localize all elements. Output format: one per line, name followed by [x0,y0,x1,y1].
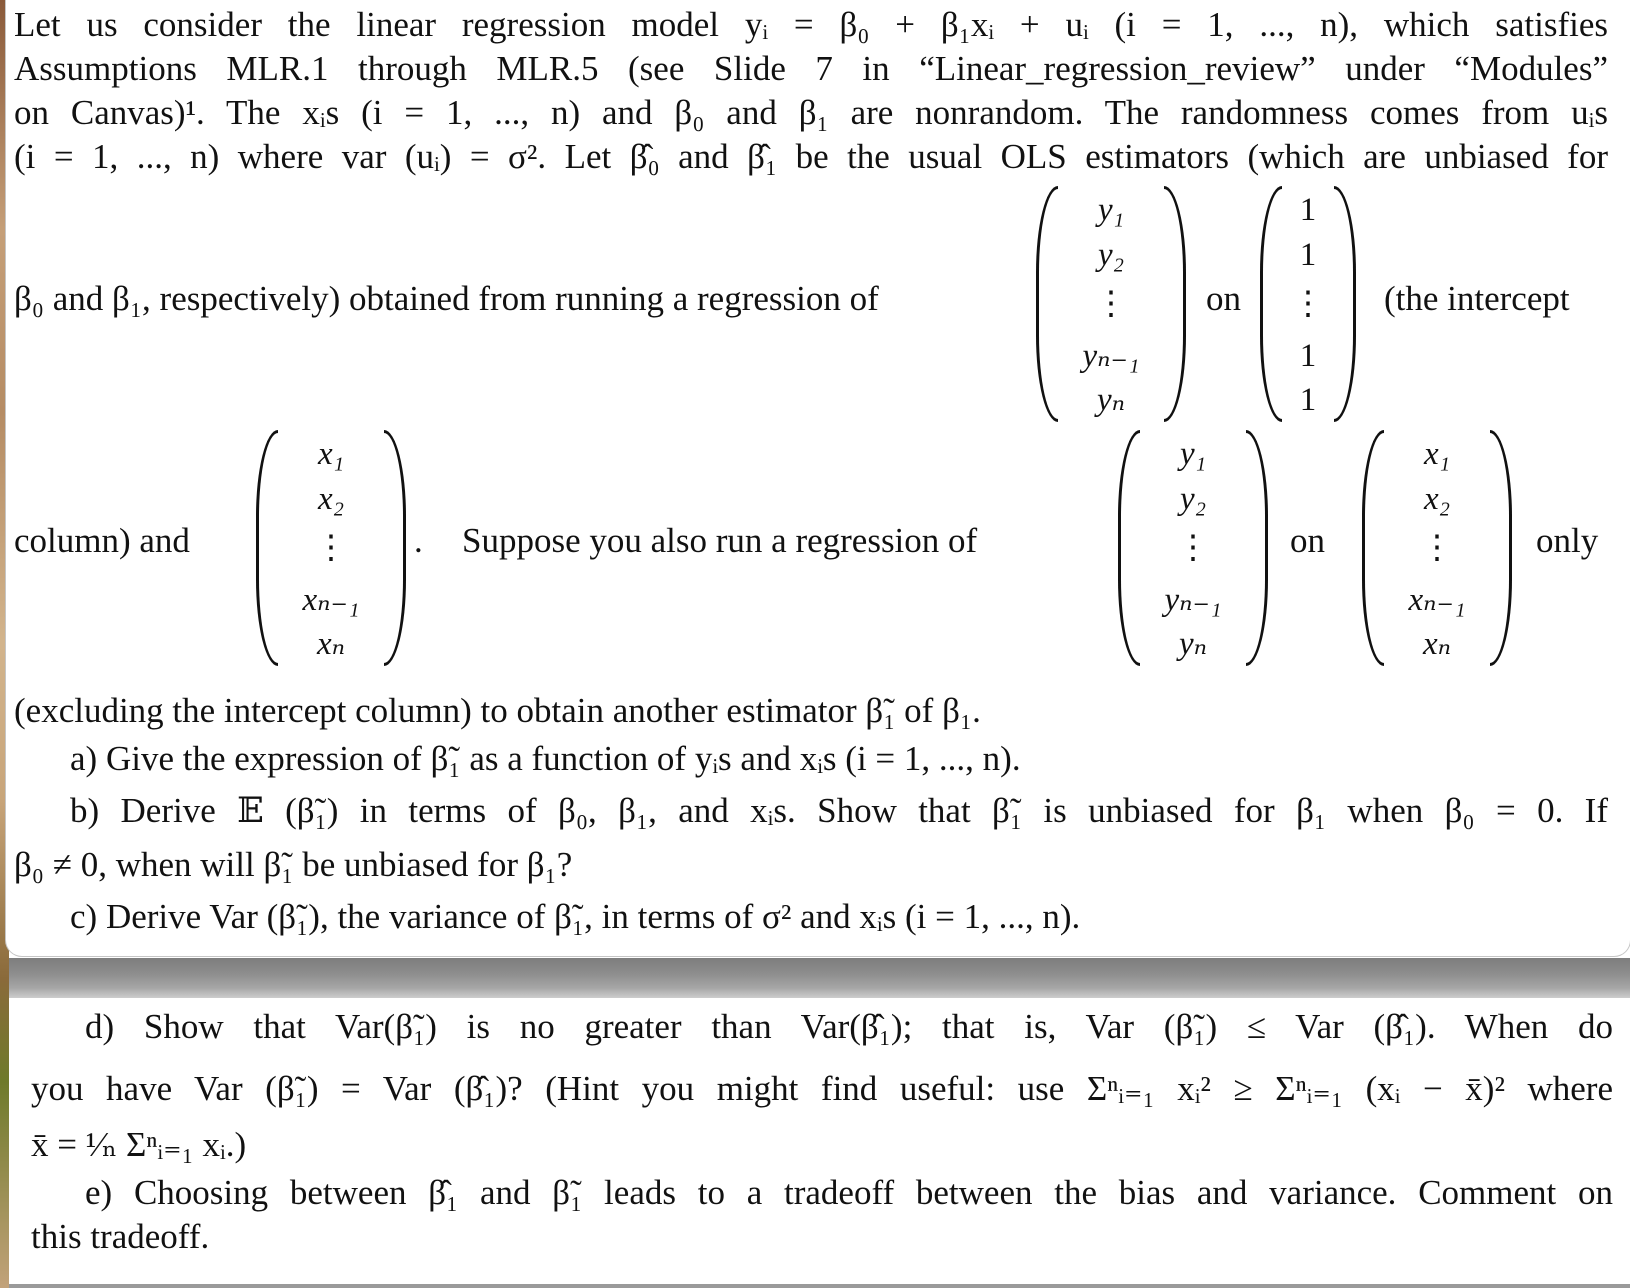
intro-line-4: (i = 1, ..., n) where var (uᵢ) = σ². Let β̂₀ and β̂₁ be the usual OLS estimators (which are unbiased for [14,137,1608,176]
vector-ones: 1 1 ⋮ 1 1 [1260,186,1356,422]
part-b-line-2: β₀ ≠ 0, when will β̃₁ be unbiased for β₁? [14,845,573,884]
problem-screenshot-top [6,0,1630,956]
intro-line-1: Let us consider the linear regression model yᵢ = β₀ + β₁xᵢ + uᵢ (i = 1, ..., n), which satisfies [14,5,1608,44]
part-e-line-1: e) Choosing between β̂₁ and β̃₁ leads to a tradeoff between the bias and variance. Comment on [85,1173,1613,1212]
regression-period: . [414,521,423,560]
regression-text-column-and: column) and [14,521,190,560]
part-a: a) Give the expression of β̃₁ as a function of yᵢs and xᵢs (i = 1, ..., n). [70,739,1021,778]
part-b-line-1: b) Derive 𝔼 (β̃₁) in terms of β₀, β₁, and xᵢs. Show that β̃₁ is unbiased for β₁ when β₀ = 0. If [70,791,1608,830]
intro-line-3: on Canvas)¹. The xᵢs (i = 1, ..., n) and β₀ and β₁ are nonrandom. The randomness comes from uᵢs [14,93,1608,132]
regression-text-before: β₀ and β₁, respectively) obtained from running a regression of [14,279,879,318]
regression-on-2: on [1290,521,1325,560]
vector-x-2: x₁ x₂ ⋮ xₙ₋₁ xₙ [1362,430,1512,666]
screenshot-separator-bar [9,958,1630,998]
regression-text-only: only [1536,521,1599,560]
regression-on-1: on [1206,279,1241,318]
part-d-line-1: d) Show that Var(β̃₁) is no greater than Var(β̂₁); that is, Var (β̃₁) ≤ Var (β̂₁). When do [85,1007,1613,1046]
regression-text-middle: Suppose you also run a regression of [462,521,978,560]
part-e-line-2: this tradeoff. [31,1217,210,1256]
problem-screenshot-bottom [9,998,1630,1288]
part-c: c) Derive Var (β̃₁), the variance of β̃₁, in terms of σ² and xᵢs (i = 1, ..., n). [70,897,1081,936]
vector-y-1: y₁ y₂ ⋮ yₙ₋₁ yₙ [1036,186,1186,422]
excluding-intercept-line: (excluding the intercept column) to obtain another estimator β̃₁ of β₁. [14,691,981,730]
part-d-line-2: you have Var (β̃₁) = Var (β̂₁)? (Hint you might find useful: use Σⁿᵢ₌₁ xᵢ² ≥ Σⁿᵢ₌₁ (xᵢ − x̄)² where [31,1069,1613,1108]
part-d-line-3: x̄ = ¹⁄ₙ Σⁿᵢ₌₁ xᵢ.) [31,1125,247,1164]
regression-text-after-1: (the intercept [1384,279,1570,318]
intro-line-2: Assumptions MLR.1 through MLR.5 (see Slide 7 in “Linear_regression_review” under “Modules” [14,49,1608,88]
vector-y-2: y₁ y₂ ⋮ yₙ₋₁ yₙ [1118,430,1268,666]
vector-x-1: x₁ x₂ ⋮ xₙ₋₁ xₙ [256,430,406,666]
